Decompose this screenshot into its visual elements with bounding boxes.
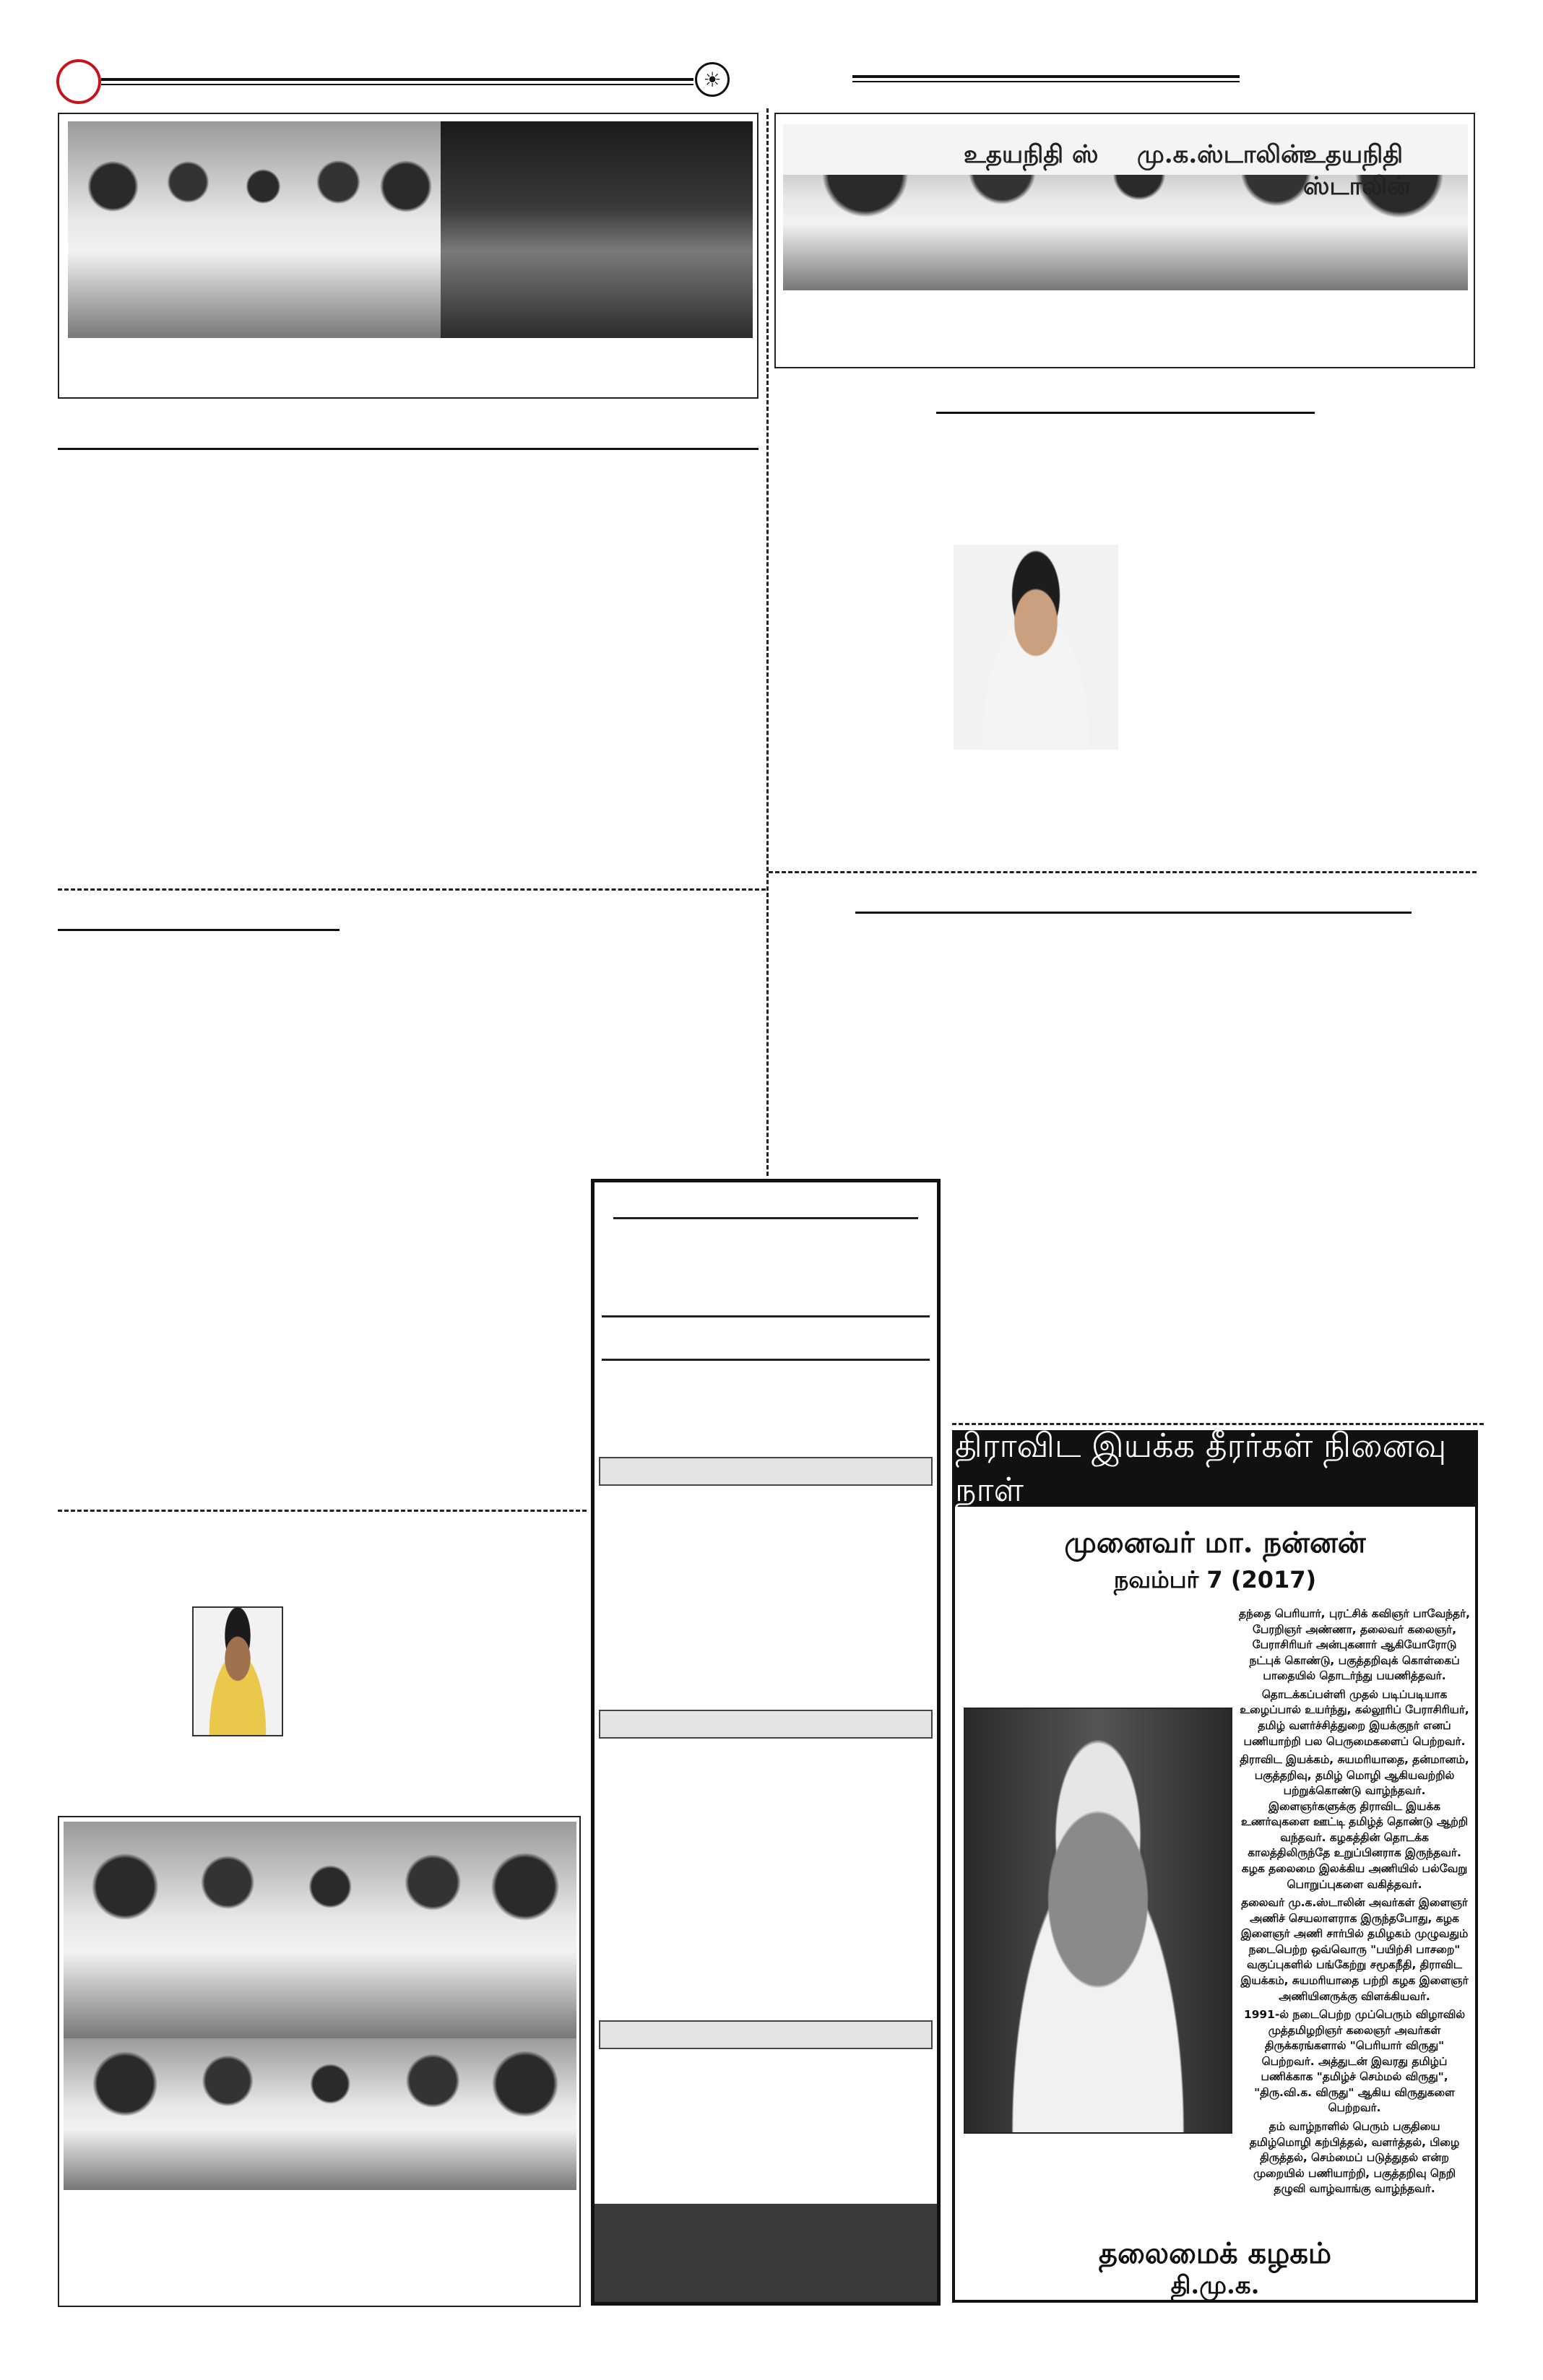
photo-portrait-man [954, 545, 1118, 750]
memorial-ad-bio [1238, 1606, 1471, 2200]
divider-right-mid [769, 871, 1477, 873]
photo-welfare-distribution [64, 2038, 576, 2190]
section-rule-left-1 [58, 448, 758, 450]
bio-paragraph-4: தலைவர் மு.க.ஸ்டாலின் அவர்கள் இளைஞர் அணிச் செயலாளராக இருந்தபோது, கழக இளைஞர் அணி சார்பில் தமிழகம் முழுவதும் நடைபெற்ற ஒவ்வொரு "பயிற்சி பாசறை" வகுப்புகளில் பங்கேற்று சமூகநீதி, திராவிட இயக்கம், சுயமரியாதை பற்றி கழக இளைஞர் அணியினருக்கு விளக்கியவர். [1240, 1896, 1469, 2003]
photo-box-lower-left [58, 1816, 581, 2307]
masthead-rule-thin [101, 84, 693, 85]
photo-event-stage [783, 124, 1468, 290]
masthead-rule-right-thin [852, 81, 1240, 82]
bio-paragraph-1: தந்தை பெரியார், புரட்சிக் கவிஞர் பாவேந்தர், பேரறிஞர் அண்ணா, தலைவர் கலைஞர், பேராசிரியர் அன்புகனார் ஆகியோரோடு நட்புக் கொண்டு, பகுத்தறிவுக் கொள்கைப் பாதையில் தொடர்ந்து பயணித்தவர். [1239, 1607, 1470, 1683]
memorial-ad-date: நவம்பர் 7 (2017) [1113, 1566, 1317, 1593]
sidebar-footer-block [595, 2204, 937, 2302]
photo-rain-inspection [68, 121, 444, 338]
sidebar-bar-1 [599, 1457, 933, 1486]
rising-sun-icon: ☀ [695, 62, 730, 97]
column-divider [766, 108, 769, 1176]
divider-right-ad-top [952, 1423, 1484, 1425]
bio-paragraph-2: தொடக்கப்பள்ளி முதல் படிப்படியாக உழைப்பால் உயர்ந்து, கல்லூரிப் பேராசிரியர், தமிழ் வளர்ச்சித்துறை இயக்குநர் எனப் பணியாற்றி பல பெருமைகளைப் பெற்றவர். [1240, 1687, 1469, 1748]
memorial-ad-signature-2: தி.மு.க. [1170, 2271, 1260, 2300]
memorial-ad-name: முனைவர் மா. நன்னன் [1064, 1526, 1366, 1559]
banner-text-1: உதயநிதி ஸ் [964, 140, 1099, 169]
masthead-rule [101, 78, 693, 81]
banner-text-3: உதயநிதி ஸ்டாலின் [1303, 140, 1411, 201]
photo-box-top-right [774, 113, 1475, 368]
sidebar-bar-3 [599, 2020, 933, 2049]
sidebar-bar-2 [599, 1710, 933, 1739]
memorial-ad [952, 1426, 1478, 2303]
divider-left-lower [58, 1510, 587, 1512]
sidebar-rule-3 [602, 1359, 930, 1361]
photo-office-tribute [64, 1822, 576, 2038]
stage-banner [783, 124, 1468, 201]
bio-paragraph-6: தம் வாழ்நாளில் பெரும் பகுதியை தமிழ்மொழி கற்பித்தல், வளர்த்தல், பிழை திருத்தல், செம்மைப் படுத்துதல் என்ற முறையில் பணியாற்றி, பகுத்தறிவு நெறி தழுவி வாழ்வாங்கு வாழ்ந்தவர். [1249, 2120, 1460, 2196]
memorial-portrait [964, 1708, 1232, 2134]
bio-paragraph-5: 1991-ல் நடைபெற்ற முப்பெரும் விழாவில் முத்தமிழறிஞர் கலைஞர் அவர்கள் திருக்கரங்களால் "பெரியார் விருது" பெற்றவர். அத்துடன் இவரது தமிழ்ப் பணிக்காக "தமிழ்ச் செம்மல் விருது", "திரு.வி.க. விருது" ஆகிய விருதுகளை பெற்றவர். [1244, 2008, 1465, 2115]
headline-rule-left [58, 929, 340, 931]
sidebar-box [591, 1179, 941, 2306]
photo-box-top-left [58, 113, 758, 399]
memorial-ad-signature-1: தலைமைக் கழகம் [1098, 2236, 1332, 2270]
sidebar-rule-2 [602, 1315, 930, 1317]
photo-portrait-small [192, 1606, 283, 1736]
divider-left-mid [58, 888, 766, 891]
banner-text-2: மு.க.ஸ்டாலின் [1137, 140, 1305, 169]
section-rule-right-1 [936, 412, 1315, 414]
sidebar-rule-1 [613, 1217, 918, 1219]
masthead-rule-right [852, 75, 1240, 78]
bio-paragraph-3: திராவிட இயக்கம், சுயமரியாதை, தன்மானம், பகுத்தறிவு, தமிழ் மொழி ஆகியவற்றில் பற்றுக்கொண்டு வாழ்ந்தவர். இளைஞர்களுக்கு திராவிட இயக்க உணர்வுகளை ஊட்டி தமிழ்த் தொண்டு ஆற்றி வந்தவர். கழகத்தின் தொடக்க காலத்திலிருந்தே உறுப்பினராக இருந்தவர். கழக தலைமை இலக்கிய அணியில் பல்வேறு பொறுப்புகளை வகித்தவர். [1240, 1753, 1469, 1891]
memorial-ad-header: திராவிட இயக்க தீரர்கள் நினைவு நாள் [955, 1433, 1475, 1507]
masthead-logo-icon [56, 59, 101, 104]
headline-rule-right [855, 912, 1412, 914]
photo-flamingo-statues [441, 121, 753, 338]
